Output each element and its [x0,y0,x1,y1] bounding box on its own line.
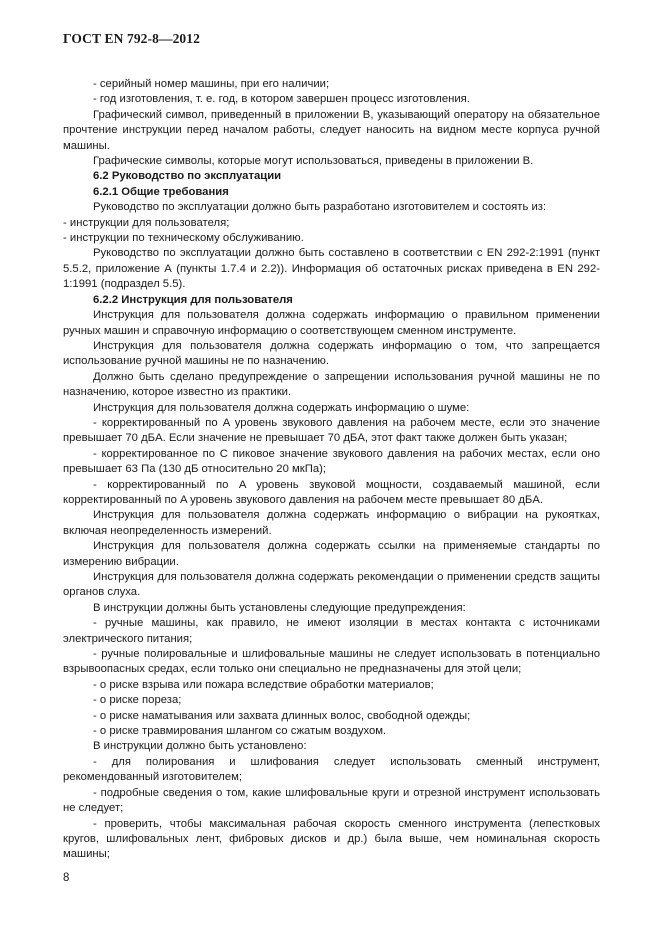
paragraph-graphic-symbol: Графический символ, приведенный в приложении В, указывающий оператору на обязательное прочтение инструкции перед началом работы, следует наносить на видном месте корпуса ручной машины. [63,108,600,152]
list-item-req-recommended-tools: - для полирования и шлифования следует использовать сменный инструмент, рекомендованный изготовителем; [63,755,600,784]
paragraph-noise-info: Инструкция для пользователя должна содержать информацию о шуме: [93,401,470,414]
paragraph-hearing-protection: Инструкция для пользователя должна содержать рекомендации о применении средств защиты органов слуха. [63,571,600,599]
paragraph-vibration-info: Инструкция для пользователя должна содержать информацию о вибрации на рукоятках, включая неопределенность измерений. [63,509,600,537]
paragraph-warnings-intro: В инструкции должны быть установлены следующие предупреждения: [93,601,466,614]
list-item-noise-power: - корректированный по A уровень звуковой мощности, создаваемый машиной, если корректированный по A уровень звукового давления на рабочем месте превышает 80 дБA. [63,478,600,506]
paragraph-graphic-symbols-annex: Графические символы, которые могут использоваться, приведены в приложении В. [93,155,534,168]
paragraph-correct-use: Инструкция для пользователя должна содержать информацию о правильном применении ручных машин и справочную информацию о соответствующем сменном инструменте. [63,309,600,337]
list-item-req-speed-check: - проверить, чтобы максимальная рабочая скорость сменного инструмента (лепестковых кругов, шлифовальных лент, фибровых дисков и др.) была выше, чем номинальная скорость машины; [63,817,600,861]
paragraph-manual-composition: Руководство по эксплуатации должно быть разработано изготовителем и состоять из: [93,201,547,214]
list-item-warning-hose: - о риске травмирования шлангом со сжатым воздухом. [93,725,387,738]
paragraph-misuse-warning: Должно быть сделано предупреждение о запрещении использования ручной машины не по назначению, которое известно из практики. [63,370,600,399]
document-header: ГОСТ EN 792-8—2012 [63,31,200,46]
list-item-warning-insulation: - ручные машины, как правило, не имеют изоляции в местах контакта с источниками электрического питания; [63,617,600,645]
section-heading-6-2-1: 6.2.1 Общие требования [93,185,229,198]
paragraph-vibration-standards: Инструкция для пользователя должна содержать ссылки на применяемые стандарты по измерению вибрации. [63,540,600,568]
list-item-warning-cut: - о риске пореза; [93,694,182,707]
page-number: 8 [63,872,70,884]
list-item-serial-number: - серийный номер машины, при его наличии; [93,78,330,90]
list-item-manufacture-year: - год изготовления, т. е. год, в котором завершен процесс изготовления. [93,93,470,106]
paragraph-requirements-intro: В инструкции должно быть установлено: [93,740,307,753]
paragraph-manual-standard: Руководство по эксплуатации должно быть составлено в соответствии с EN 292-2:1991 (пункт 5.5.2, приложение А (пункты 1.7.4 и 2.2)). Информация об остаточных рисках приведена в EN 292-1:1991 (подраздел 5.5). [63,247,600,291]
list-item-maintenance-instructions: - инструкции по техническому обслуживанию. [63,232,304,245]
list-item-warning-entanglement: - о риске наматывания или захвата длинных волос, свободной одежды; [93,709,471,722]
paragraph-misuse-prohibited: Инструкция для пользователя должна содержать информацию о том, что запрещается использование ручной машины не по назначению. [63,339,600,368]
section-heading-6-2-2: 6.2.2 Инструкция для пользователя [93,293,293,306]
list-item-user-instructions: - инструкции для пользователя; [63,216,230,229]
list-item-noise-c-peak: - корректированное по C пиковое значение звукового давления на рабочих местах, если оно превышает 63 Па (130 дБ относительно 20 мкПа); [63,447,600,476]
list-item-warning-fire: - о риске взрыва или пожара вследствие обработки материалов; [93,678,434,691]
list-item-req-forbidden-wheels: - подробные сведения о том, какие шлифовальные круги и отрезной инструмент использовать не следует; [63,786,600,815]
document-body [63,77,600,863]
list-item-noise-a-level: - корректированный по A уровень звукового давления на рабочем месте, если это значение превышает 70 дБA. Если значение не превышает 70 дБA, этот факт также должен быть указан; [63,416,600,445]
section-heading-6-2: 6.2 Руководство по эксплуатации [93,170,282,183]
list-item-warning-explosive: - ручные полировальные и шлифовальные машины не следует использовать в потенциально взрывоопасных средах, если только они специально не предназначены для этой цели; [63,648,600,676]
